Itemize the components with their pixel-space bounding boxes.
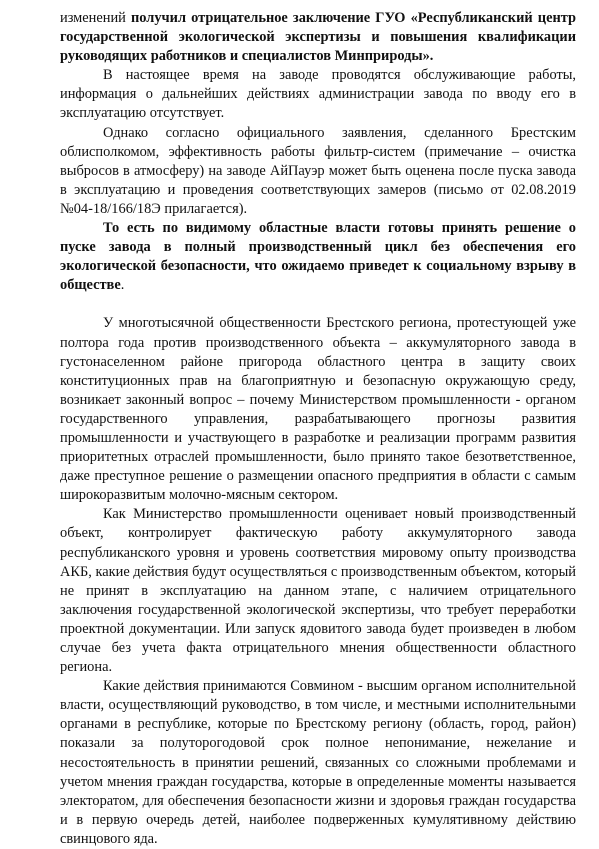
text-run: У многотысячной общественности Брестского региона, протестующей уже полтора года против производственного объекта – аккумуляторного завода в густонаселенном районе пригорода областного центра в защиту своих конституционных прав на благоприятную и безопасную окружающую среду, возникает законный вопрос – почему Министерством промышленности - органом государственного управления, разрабатывающего прогнозы развития промышленности и участвующего в разработке и реализации программ развития приоритетных отраслей промышленности, было принято такое безответственное, даже преступное решение о размещении опасного предприятия в области с самым широкоразвитым молочно-мясным сектором. bbox=[60, 315, 576, 504]
text-run: Как Министерство промышленности оценивает новый производственный объект, контролирует фактическую работу аккумуляторного завода республиканского уровня и уровень соответствия мировому опыту производства АКБ, какие действия будут осуществляться с производственным объектом, который не принят в эксплуатацию на данном этапе, с наличием отрицательного заключения государственной экологической экспертизы, что требует переработки проектной документации. Или запуск ядовитого завода будет произведен в любом случае без учета факта отрицательного мнения общественности областного региона. bbox=[60, 506, 576, 676]
paragraph-public-question bbox=[60, 314, 576, 505]
paragraph-maintenance-works bbox=[60, 66, 576, 123]
paragraph-filter-systems bbox=[60, 124, 576, 219]
text-run: В настоящее время на заводе проводятся обслуживающие работы, информация о дальнейших действиях администрации завода по вводу его в эксплуатацию отсутствует. bbox=[60, 67, 576, 122]
paragraph-expertise-conclusion bbox=[60, 9, 576, 66]
text-run: Однако согласно официального заявления, сделанного Брестским облисполкомом, эффективность работы фильтр-систем (примечание – очистка выбросов в атмосферу) на заводе АйПауэр может быть оценена после пуска завода в эксплуатацию и проведения соответствующих замеров (письмо от 02.08.2019 №04-18/166/18Э прилагается). bbox=[60, 124, 576, 217]
paragraph-launch-decision bbox=[60, 219, 576, 295]
bold-text-run: получил отрицательное заключение ГУО «Республиканский центр государственной экологической экспертизы и повышения квалификации руководящих работников и специалистов Минприроды». bbox=[60, 10, 577, 65]
bold-text-run: То есть по видимому областные власти готовы принять решение о пуске завода в полный производственный цикл без обеспечения его экологической безопасности, что ожидаемо приведет к социальному взрыву в обществе bbox=[60, 220, 576, 294]
document-page bbox=[60, 9, 576, 849]
text-run: изменений bbox=[60, 10, 131, 26]
text-run: Какие действия принимаются Совмином - высшим органом исполнительной власти, осуществляющий руководство, в том числе, и местными исполнительными органами в республике, которые по Брестскому региону (область, город, район) показали за полуторогодовой срок полное непонимание, нежелание и несостоятельность в принятии решений, связанных со сложными проблемами и учетом мнения граждан государства, которые в определенные моменты называется электоратом, для обеспечения безопасности жизни и здоровья граждан государства и в первую очередь детей, наиболее подверженных кумулятивному действию свинцового яда. bbox=[60, 678, 576, 847]
paragraph-ministry-assessment bbox=[60, 505, 576, 677]
text-run: . bbox=[120, 277, 125, 294]
paragraph-sovmin-actions bbox=[60, 677, 576, 849]
